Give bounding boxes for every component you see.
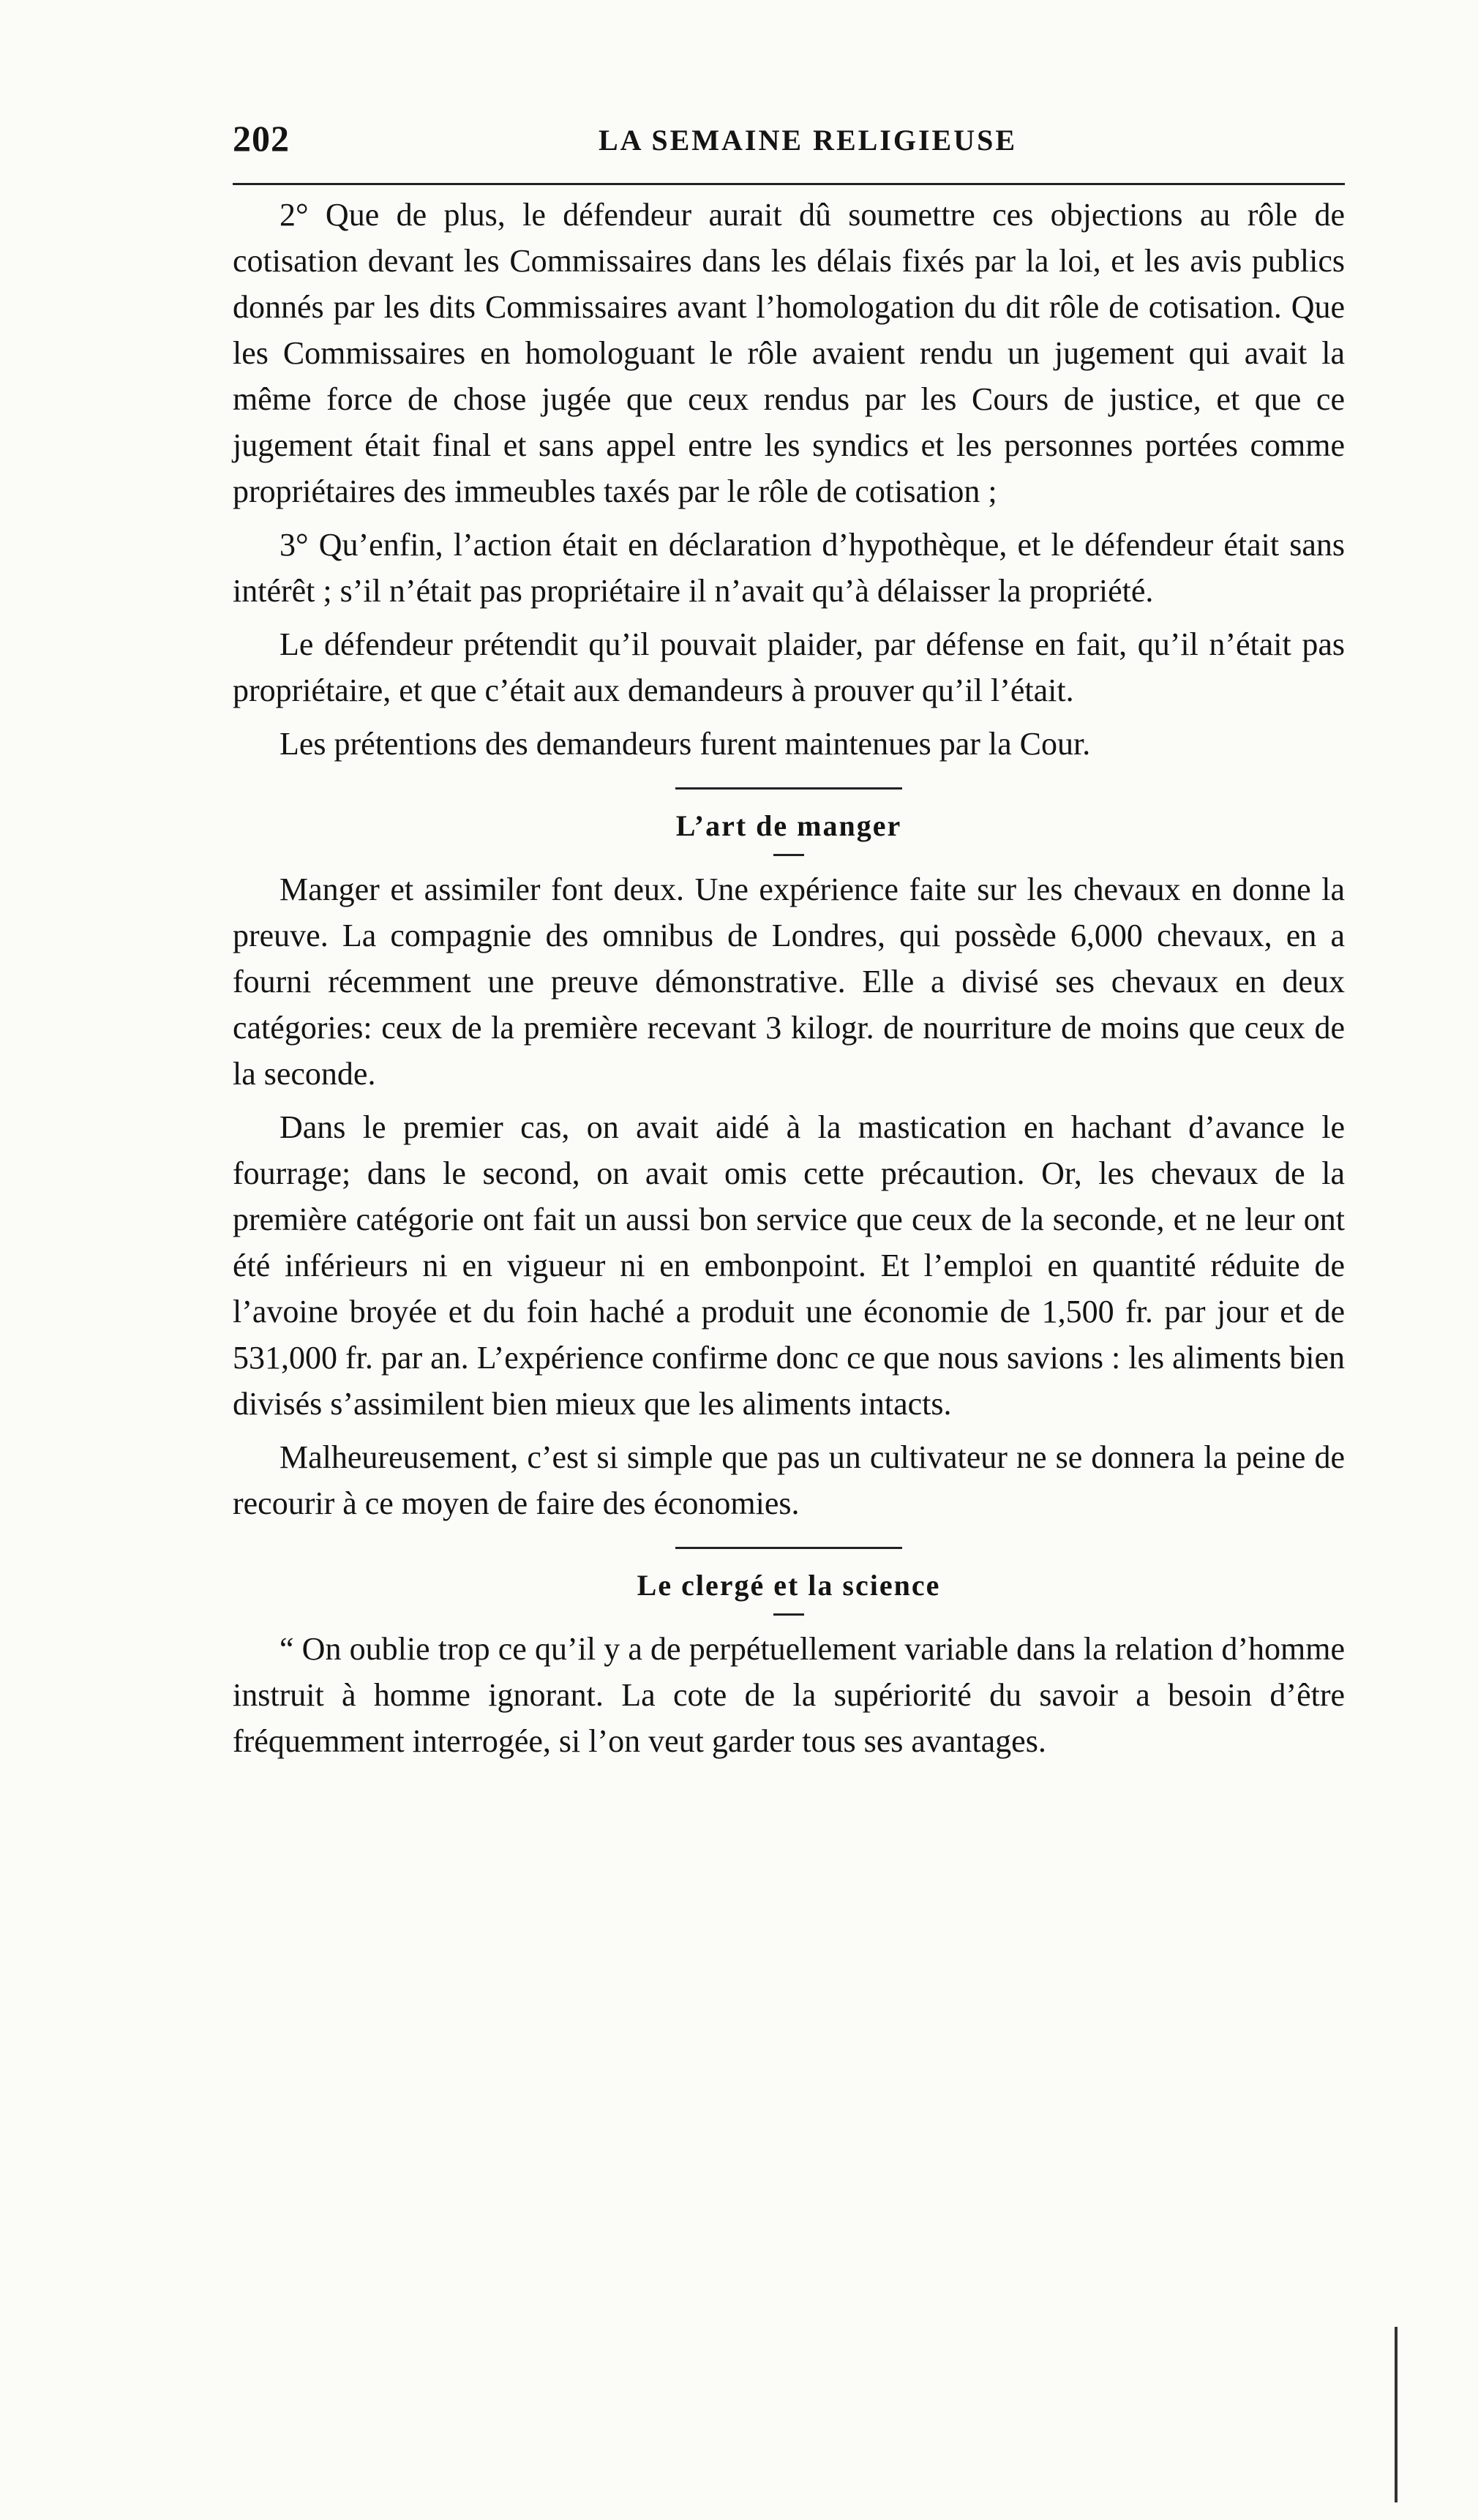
paragraph: Les prétentions des demandeurs furent maintenues par la Cour.: [280, 726, 1091, 762]
paragraph: Malheureusement, c’est si simple que pas un cultivateur ne se donnera la peine de recourir à ce moyen de faire des économies.: [233, 1439, 1345, 1521]
margin-mark: [1395, 2327, 1398, 2502]
paragraph: 2° Que de plus, le défendeur aurait dû soumettre ces objections au rôle de cotisation devant les Commissaires dans les délais fixés par la loi, et les avis publics donnés par les dits Commissaires avant l’homologation du dit rôle de cotisation. Que les Commissaires en homologuant le rôle avaient rendu un jugement qui avait la même force de chose jugée que ceux rendus par les Cours de justice, et que ce jugement était final et sans appel entre les syndics et les personnes portées comme propriétaires des immeubles taxés par le rôle de cotisation ;: [233, 197, 1345, 509]
running-head: LA SEMAINE RELIGIEUSE: [599, 124, 1018, 157]
header-rule: [233, 183, 1345, 185]
paragraph: 3° Qu’enfin, l’action était en déclaration d’hypothèque, et le défendeur était sans intérêt ; s’il n’était pas propriétaire il n’avait qu’à délaisser la propriété.: [233, 527, 1345, 609]
page-header: [233, 117, 1345, 161]
paragraph: Le défendeur prétendit qu’il pouvait plaider, par défense en fait, qu’il n’était pas propriétaire, et que c’était aux demandeurs à prouver qu’il l’était.: [233, 626, 1345, 708]
section-divider: [675, 787, 902, 790]
paragraph: “ On oublie trop ce qu’il y a de perpétuellement variable dans la relation d’homme instruit à homme ignorant. La cote de la supériorité du savoir a besoin d’être fréquemment interrogée, si l’on veut garder tous ses avantages.: [233, 1631, 1345, 1759]
section-title-art-de-manger: L’art de manger: [675, 809, 902, 842]
section-title-clerge-et-science: Le clergé et la science: [637, 1569, 941, 1602]
title-dash: [773, 1613, 804, 1616]
page-number: 202: [233, 118, 290, 159]
section-divider: [675, 1547, 902, 1549]
paragraph: Dans le premier cas, on avait aidé à la mastication en hachant d’avance le fourrage; dans le second, on avait omis cette précaution. Or, les chevaux de la première catégorie ont fait un aussi bon service que ceux de la seconde, et ne leur ont été inférieurs ni en vigueur ni en embonpoint. Et l’emploi en quantité réduite de l’avoine broyée et du foin haché a produit une économie de 1,500 fr. par jour et de 531,000 fr. par an. L’expérience confirme donc ce que nous savions : les aliments bien divisés s’assimilent bien mieux que les aliments intacts.: [233, 1109, 1345, 1422]
page-body: [233, 192, 1345, 1771]
paragraph: Manger et assimiler font deux. Une expérience faite sur les chevaux en donne la preuve. La compagnie des omnibus de Londres, qui possède 6,000 chevaux, en a fourni récemment une preuve démonstrative. Elle a divisé ses chevaux en deux catégories: ceux de la première recevant 3 kilogr. de nourriture de moins que ceux de la seconde.: [233, 871, 1345, 1092]
title-dash: [773, 854, 804, 856]
